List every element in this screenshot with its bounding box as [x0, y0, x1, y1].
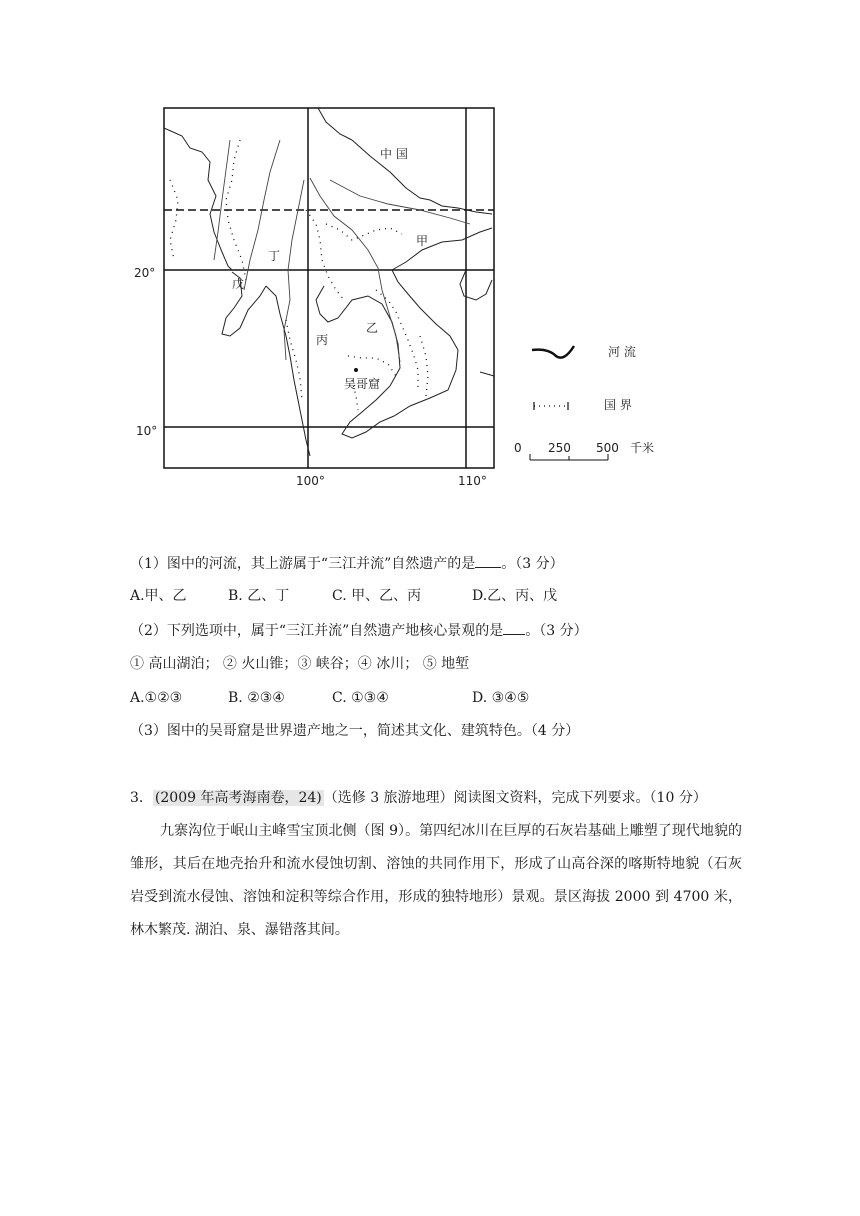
label-bing: 丙 [316, 333, 329, 347]
section-3-paragraph: 九寨沟位于岷山主峰雪宝顶北侧（图 9）。第四纪冰川在巨厚的石灰岩基础上雕塑了现代地貌的雏形，其后在地壳抬升和流水侵蚀切割、溶蚀的共同作用下，形成了山高谷深的喀斯特地貌（石灰岩受到流水侵蚀、溶蚀和淀积等综合作用，形成的独特地形）景观。景区海拔 2000 到 4700 米，林木繁茂. 湖泊、泉、瀑错落其间。 [130, 823, 742, 938]
answer-blank-2[interactable] [503, 620, 525, 635]
scale-tick-0: 0 [514, 441, 522, 455]
southeast-asia-map [130, 100, 690, 500]
lon-label-100: 100° [296, 474, 325, 488]
map-svg [130, 100, 690, 500]
lon-label-110: 110° [458, 474, 487, 488]
scale-tick-500: 500 [596, 441, 619, 455]
scale-tick-250: 250 [548, 441, 571, 455]
rivers [214, 140, 470, 362]
legend-river-label: 河 流 [608, 345, 636, 359]
q2-option-c[interactable]: C. ①③④ [332, 690, 389, 706]
q1-option-a[interactable]: A.甲、乙 [130, 588, 187, 604]
section-3-title: （选修 3 旅游地理）阅读图文资料，完成下列要求。（10 分） [323, 790, 707, 806]
legend-border-label: 国 界 [604, 398, 632, 412]
question-1-text: （1）图中的河流，其上游属于“三江并流”自然遗产的是 [130, 556, 476, 572]
question-1-options [130, 586, 557, 606]
label-china: 中 国 [380, 147, 408, 161]
label-jia: 甲 [416, 234, 429, 248]
q1-option-d[interactable]: D.乙、丙、戊 [472, 588, 558, 604]
label-wu: 戊 [232, 277, 245, 291]
lat-label-20: 20° [134, 266, 156, 280]
q2-option-d[interactable]: D. ③④⑤ [472, 690, 530, 706]
question-2-options [130, 688, 529, 708]
q2-option-b[interactable]: B. ②③④ [228, 690, 285, 706]
question-2 [130, 620, 588, 641]
lat-label-10: 10° [136, 424, 158, 438]
question-3: （3）图中的吴哥窟是世界遗产地之一，简述其文化、建筑特色。（4 分） [130, 723, 580, 739]
section-3-source: (2009 年高考海南卷，24) [154, 790, 322, 806]
q1-option-c[interactable]: C. 甲、乙、丙 [332, 588, 422, 604]
q1-option-b[interactable]: B. 乙、丁 [228, 588, 290, 604]
question-1 [130, 553, 564, 574]
scale-unit: 千米 [630, 441, 655, 455]
legend-river-symbol [532, 346, 574, 358]
q2-option-a[interactable]: A.①②③ [130, 690, 183, 706]
angkor-marker [354, 368, 358, 372]
legend-border-symbol [534, 402, 568, 410]
question-2-text: （2）下列选项中，属于“三江并流”自然遗产地核心景观的是 [130, 623, 504, 639]
label-ding: 丁 [268, 249, 281, 263]
label-yi: 乙 [366, 321, 379, 335]
question-1-score: 。（3 分） [501, 556, 564, 572]
coastlines [164, 108, 494, 456]
question-2-items: ① 高山湖泊； ② 火山锥；③ 峡谷；④ 冰川； ⑤ 地堑 [130, 656, 470, 672]
section-3-number: 3． [130, 790, 153, 806]
answer-blank-1[interactable] [475, 553, 501, 568]
label-angkor: 吴哥窟 [344, 377, 381, 391]
section-3-heading [130, 788, 707, 808]
question-2-score: 。（3 分） [525, 623, 588, 639]
map-frame [164, 108, 494, 468]
